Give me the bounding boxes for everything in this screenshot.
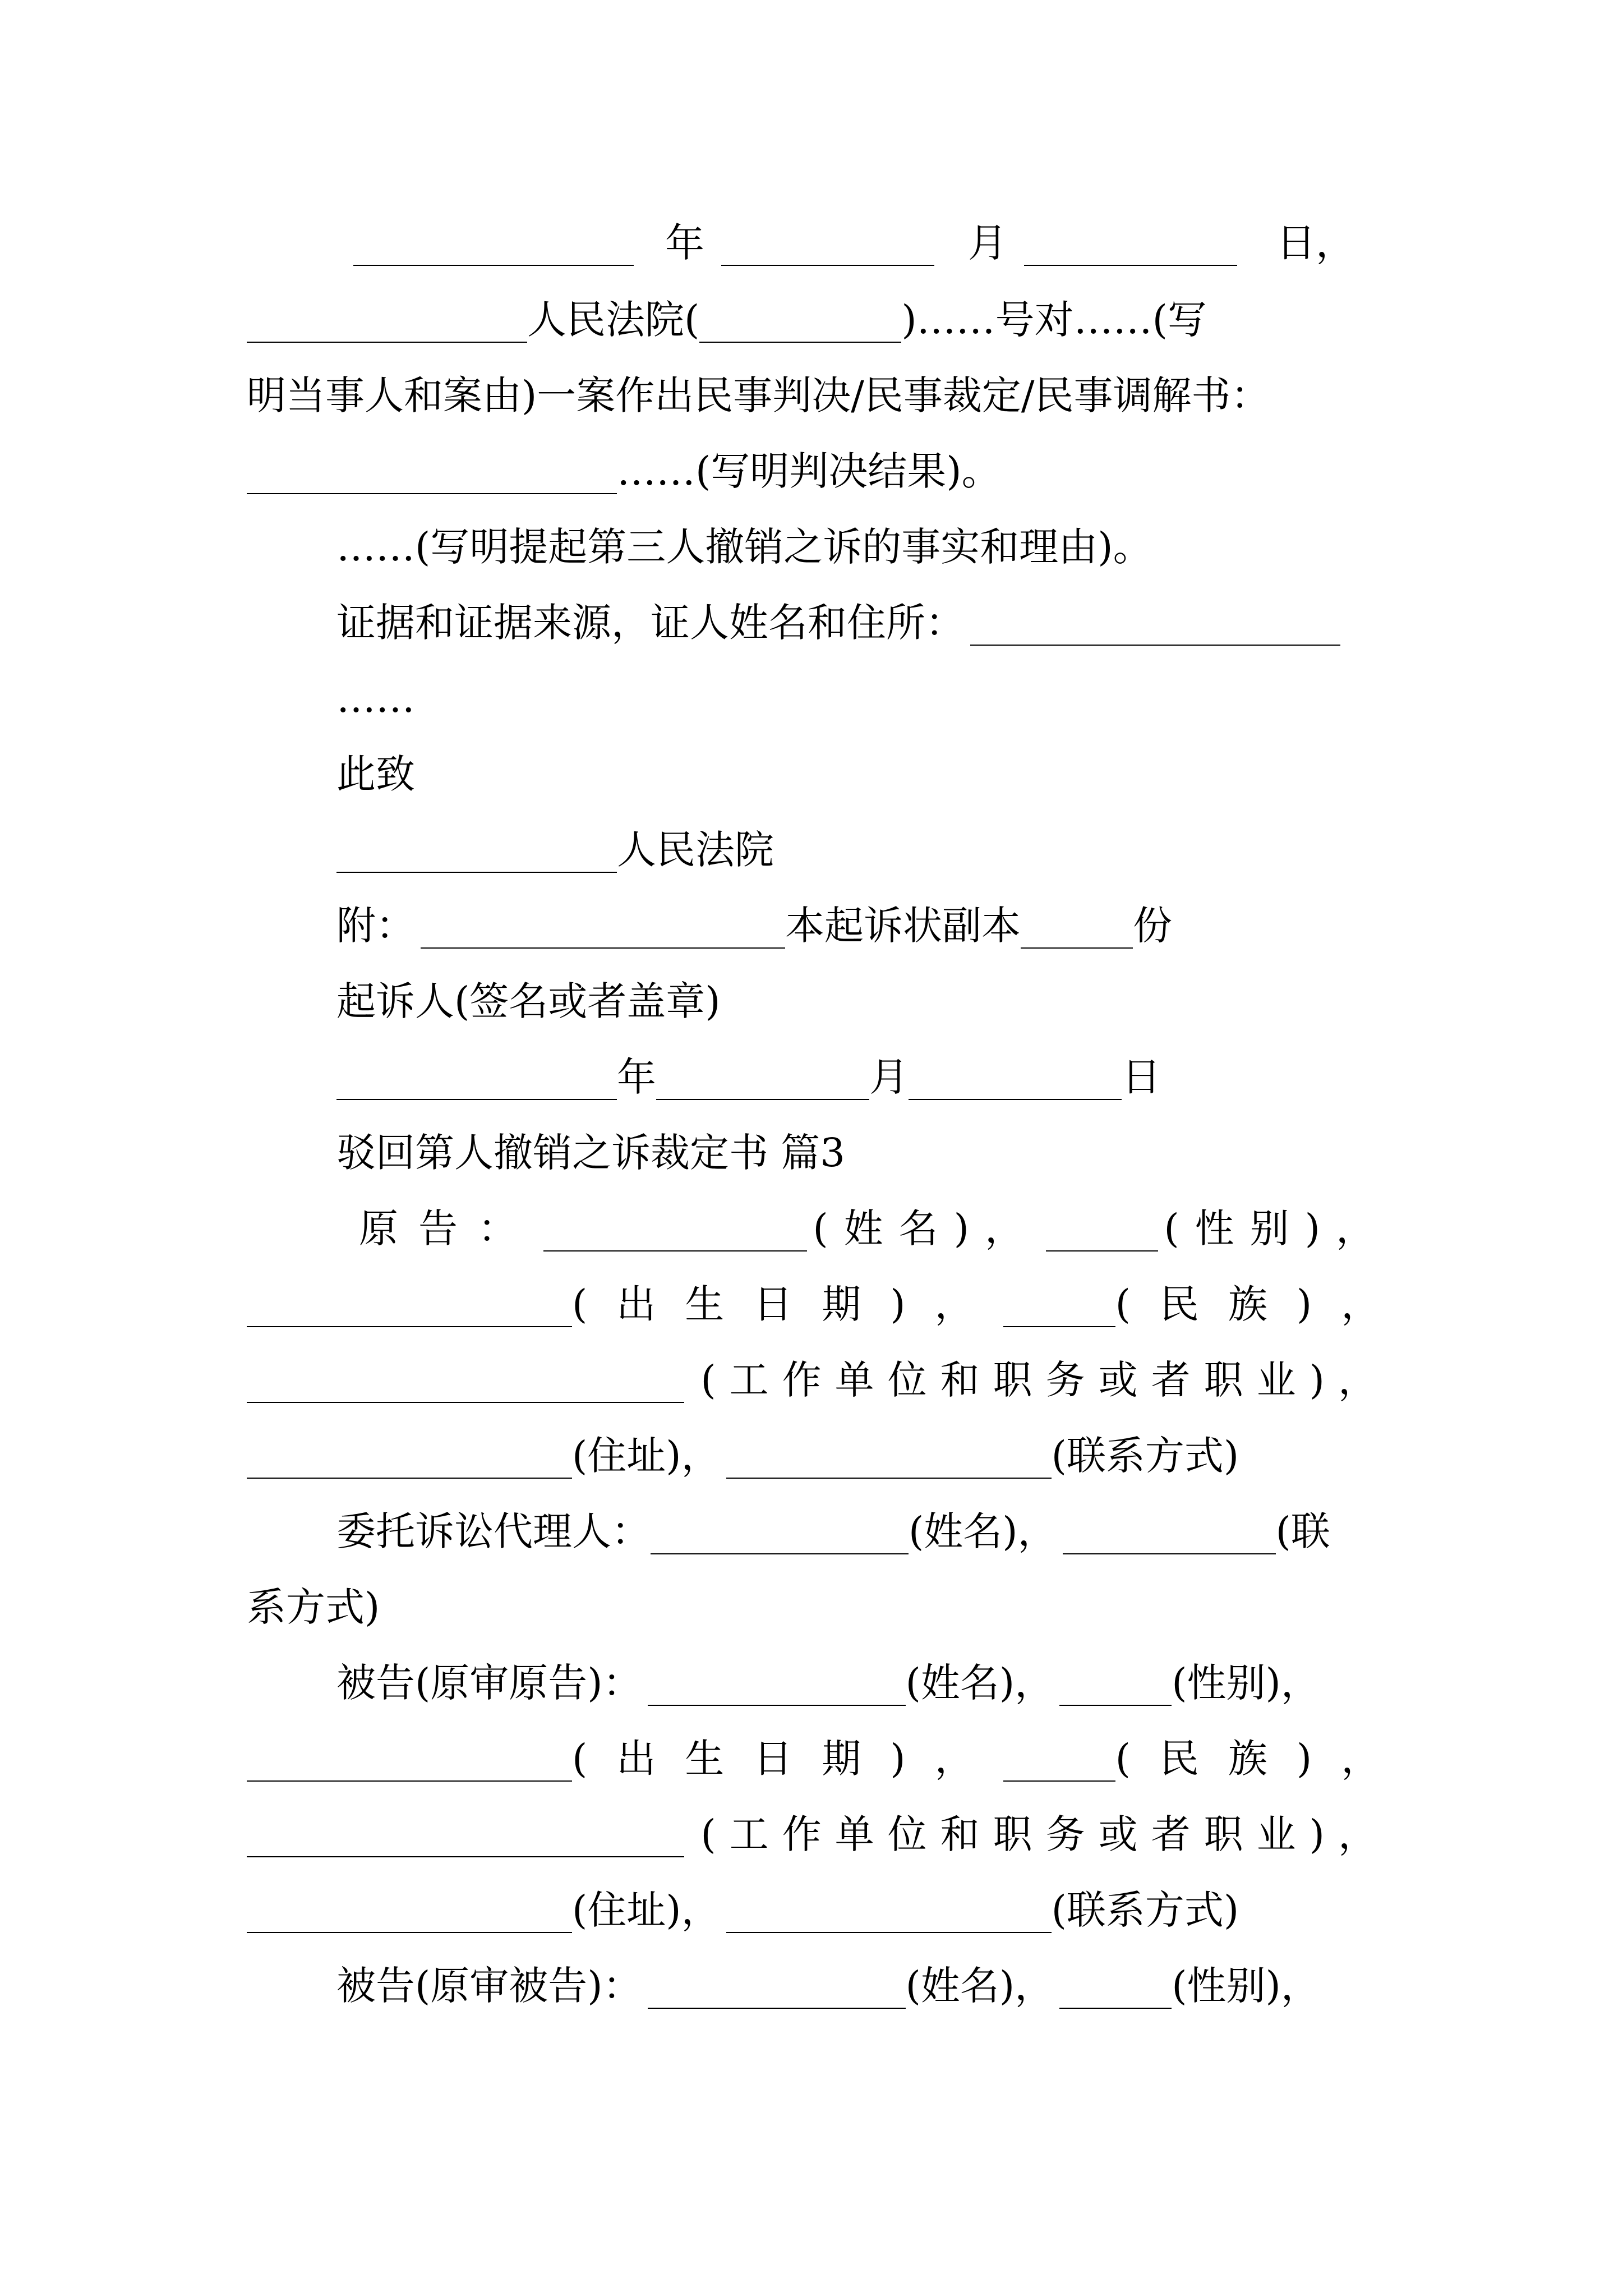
contact-label: (联系方式) xyxy=(1051,1433,1239,1479)
defendant2-gender-label: (性别)， xyxy=(1172,1963,1320,2009)
blank-day-2 xyxy=(909,1099,1122,1100)
defendant2-label: 被告(原审被告)： xyxy=(336,1963,642,2009)
court-label: 人民法院( xyxy=(527,297,700,343)
plaintiff-birth-line xyxy=(247,1268,1410,1341)
plaintiff-label: 原告： xyxy=(359,1205,537,1251)
agent-name-label: (姓名)， xyxy=(909,1508,1057,1554)
blank-court xyxy=(247,342,527,343)
month-label-2: 月 xyxy=(869,1054,909,1100)
addressee-court-label: 人民法院 xyxy=(617,827,774,873)
attachment-line xyxy=(336,889,1391,962)
evidence-line xyxy=(336,586,1391,659)
name-label: (姓名)， xyxy=(813,1205,1040,1251)
attachment-label: 附： xyxy=(336,903,415,949)
blank-defendant2-name xyxy=(648,2008,906,2009)
comma: ， xyxy=(1316,220,1355,266)
blank-agent-contact xyxy=(1063,1553,1276,1554)
blank-contact xyxy=(726,1478,1052,1479)
date-line-top xyxy=(353,206,1391,279)
paragraph-text: 明当事人和案由)一案作出民事判决/民事裁定/民事调解书： xyxy=(247,372,1270,418)
defendant1-address-line xyxy=(247,1874,1391,1947)
signature-label: 起诉人(签名或者盖章) xyxy=(336,978,721,1024)
agent-label: 委托诉讼代理人： xyxy=(336,1508,651,1554)
blank-defendant1-name xyxy=(648,1705,906,1706)
judgment-result-text: ……(写明判决结果)。 xyxy=(617,448,1001,494)
month-label: 月 xyxy=(968,220,1007,266)
blank-case-no xyxy=(699,342,901,343)
agent-line xyxy=(336,1495,1391,1568)
work-label: (工作单位和职务或者职业)， xyxy=(700,1357,1391,1403)
day-label-2: 日 xyxy=(1122,1054,1161,1100)
blank-plaintiff-name xyxy=(543,1250,807,1251)
agent-contact-label: (联 xyxy=(1275,1508,1330,1554)
blank-defendant1-gender xyxy=(1059,1705,1172,1706)
blank-plaintiff-gender xyxy=(1046,1250,1158,1251)
address-label-2: (住址)， xyxy=(572,1887,721,1933)
blank-year xyxy=(353,265,634,266)
birth-label: (出生日期)， xyxy=(572,1281,1003,1327)
year-label-2: 年 xyxy=(617,1054,656,1100)
contact-label-2: (联系方式) xyxy=(1051,1887,1239,1933)
blank-attachment xyxy=(421,947,785,949)
ethnicity-label-2: (民族)， xyxy=(1115,1736,1410,1782)
blank-evidence xyxy=(970,645,1340,646)
agent-contact-cont: 系方式) xyxy=(247,1584,380,1630)
blank-judgment xyxy=(247,493,617,494)
blank-copies xyxy=(1021,947,1133,949)
blank-address-2 xyxy=(247,1932,572,1933)
facts-reasons-text: ……(写明提起第三人撤销之诉的事实和理由)。 xyxy=(336,524,1152,570)
blank-year-2 xyxy=(336,1099,617,1100)
section-heading: 驳回第人撤销之诉裁定书 篇3 xyxy=(336,1130,845,1176)
blank-birth xyxy=(247,1326,572,1327)
defendant2-name-label: (姓名)， xyxy=(905,1963,1054,2009)
address-label: (住址)， xyxy=(572,1433,721,1479)
defendant1-birth-line xyxy=(247,1722,1410,1795)
plaintiff-work-line xyxy=(247,1343,1391,1416)
evidence-label: 证据和证据来源，证人姓名和住所： xyxy=(336,600,965,646)
salutation: 此致 xyxy=(336,751,415,797)
defendant1-label: 被告(原审原告)： xyxy=(336,1660,642,1706)
blank-ethnicity-2 xyxy=(1003,1780,1115,1782)
defendant1-work-line xyxy=(247,1798,1391,1871)
ellipsis: …… xyxy=(336,675,415,721)
copies-label: 本起诉状副本 xyxy=(785,903,1021,949)
blank-day xyxy=(1024,265,1237,266)
defendant1-name-label: (姓名)， xyxy=(905,1660,1054,1706)
blank-work xyxy=(247,1402,684,1403)
case-no-text: )……号对……(写 xyxy=(901,297,1207,343)
defendant2-line xyxy=(336,1949,1391,2022)
blank-month-2 xyxy=(656,1099,869,1100)
court-line xyxy=(247,283,1391,356)
plaintiff-address-line xyxy=(247,1419,1391,1492)
blank-birth-2 xyxy=(247,1780,572,1782)
blank-agent-name xyxy=(651,1553,909,1554)
judgment-result-line xyxy=(247,435,1391,508)
defendant1-gender-label: (性别)， xyxy=(1172,1660,1320,1706)
copies-unit: 份 xyxy=(1133,903,1172,949)
birth-label-2: (出生日期)， xyxy=(572,1736,1003,1782)
date-line-bottom xyxy=(336,1041,1391,1114)
plaintiff-line xyxy=(359,1192,1391,1265)
year-label: 年 xyxy=(665,220,704,266)
blank-contact-2 xyxy=(726,1932,1052,1933)
gender-label: (性别)， xyxy=(1164,1205,1391,1251)
addressee-court-line xyxy=(336,813,1391,886)
blank-ethnicity xyxy=(1003,1326,1115,1327)
blank-work-2 xyxy=(247,1856,684,1857)
blank-month xyxy=(721,265,934,266)
blank-addressee-court xyxy=(336,872,617,873)
day-label: 日 xyxy=(1276,220,1316,266)
blank-defendant2-gender xyxy=(1059,2008,1172,2009)
blank-address xyxy=(247,1478,572,1479)
ethnicity-label: (民族)， xyxy=(1115,1281,1410,1327)
work-label-2: (工作单位和职务或者职业)， xyxy=(700,1811,1391,1857)
defendant1-line xyxy=(336,1646,1391,1719)
